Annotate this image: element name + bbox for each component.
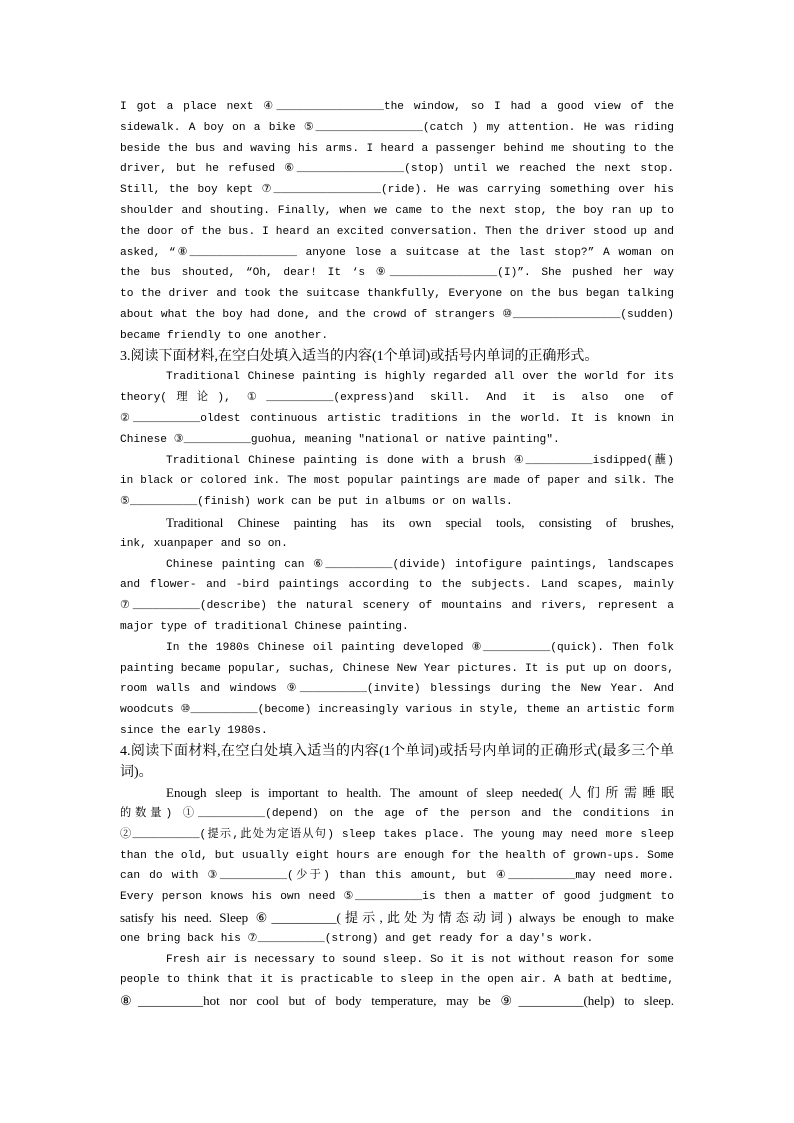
text-line: asked, “⑧________________ anyone lose a suitcase at the last stop?” A woman on <box>120 246 674 259</box>
paragraph <box>120 638 674 742</box>
text-line: theory(理论), ①__________(express)and skill. And it is also one of <box>120 392 674 405</box>
paragraph <box>120 950 674 1012</box>
story-paragraph <box>120 97 674 347</box>
text-line: the door of the bus. I heard an excited conversation. Then the driver stood up and <box>120 225 674 238</box>
text-line: painting became popular, suchas, Chinese New Year pictures. It is put up on doors, <box>120 662 674 675</box>
text-line: the bus shouted, “Oh, dear! It ‘s ⑨________________(I)”. She pushed her way <box>120 267 674 280</box>
section-heading: 3.阅读下面材料,在空白处填入适当的内容(1个单词)或括号内单词的正确形式。 <box>120 348 599 364</box>
text-line: one bring back his ⑦__________(strong) and get ready for a day's work. <box>120 932 594 945</box>
text-line: and flower- and -bird paintings according to the subjects. Land scapes, mainly <box>120 579 674 592</box>
worksheet-page <box>120 97 674 1012</box>
paragraph <box>120 783 674 949</box>
text-line: 的数量) ①__________(depend) on the age of the person and the conditions in <box>120 808 674 821</box>
text-line: ⑧__________hot nor cool but of body temperature, may be ⑨__________(help) to sleep. <box>120 993 674 1009</box>
paragraph <box>120 451 674 513</box>
text-line: became friendly to one another. <box>120 329 329 342</box>
paragraph <box>120 367 674 450</box>
text-line: can do with ③__________(少于) than this amount, but ④__________may need more. <box>120 870 674 883</box>
text-line: ②__________oldest continuous artistic traditions in the world. It is known in <box>120 412 674 425</box>
text-line: Traditional Chinese painting is done with a brush ④__________isdipped(蘸) <box>166 454 674 467</box>
text-line: I got a place next ④________________the window, so I had a good view of the <box>120 101 674 113</box>
section-heading-continued: 词)。 <box>120 764 153 780</box>
text-line: ⑤__________(finish) work can be put in albums or on walls. <box>120 496 513 509</box>
text-line: Fresh air is necessary to sound sleep. So it is not without reason for some <box>166 953 674 966</box>
text-line: Every person knows his own need ⑤__________is then a matter of good judgment to <box>120 891 674 904</box>
text-line: ②__________(提示,此处为定语从句) sleep takes place. The young may need more sleep <box>120 828 674 841</box>
text-line: about what the boy had done, and the crowd of strangers ⑩________________(sudden) <box>120 308 674 321</box>
text-line: to the driver and took the suitcase thankfully, Everyone on the bus began talking <box>120 288 674 301</box>
text-line: Still, the boy kept ⑦________________(ride). He was carrying something over his <box>120 184 674 197</box>
text-line: room walls and windows ⑨__________(invite) blessings during the New Year. And <box>120 683 674 696</box>
text-line: beside the bus and waving his arms. I heard a passenger behind me shouting to the <box>120 142 674 155</box>
text-line: Traditional Chinese painting has its own special tools, consisting of brushes, <box>166 514 674 530</box>
text-line: Enough sleep is important to health. The amount of sleep needed(人们所需睡眠 <box>166 785 674 801</box>
text-line: since the early 1980s. <box>120 724 268 737</box>
text-line: In the 1980s Chinese oil painting developed ⑧__________(quick). Then folk <box>166 641 674 654</box>
text-line: shoulder and shouting. Finally, when we came to the next stop, the boy ran up to <box>120 204 674 217</box>
text-line: satisfy his need. Sleep ⑥__________(提示,此处为情态动词) always be enough to make <box>120 910 674 926</box>
text-line: Traditional Chinese painting is highly regarded all over the world for its <box>166 371 674 384</box>
text-line: Chinese ③__________guohua, meaning ″national or native painting″. <box>120 433 560 446</box>
text-line: ink, xuanpaper and so on. <box>120 537 288 550</box>
text-line: woodcuts ⑩__________(become) increasingly various in style, theme an artistic form <box>120 704 674 717</box>
text-line: than the old, but usually eight hours are enough for the health of grown-ups. Some <box>120 849 674 862</box>
section-heading: 4.阅读下面材料,在空白处填入适当的内容(1个单词)或括号内单词的正确形式(最多三个单 <box>120 743 674 759</box>
text-line: driver, but he refused ⑥________________(stop) until we reached the next stop. <box>120 163 674 176</box>
text-line: sidewalk. A boy on a bike ⑤________________(catch ) my attention. He was riding <box>120 121 674 134</box>
text-line: in black or colored ink. The most popular paintings are made of paper and silk. The <box>120 475 674 488</box>
text-line: ⑦__________(describe) the natural scenery of mountains and rivers, represent a <box>120 600 674 613</box>
text-line: major type of traditional Chinese painting. <box>120 620 409 633</box>
text-line: people to think that it is practicable to sleep in the open air. A bath at bedtime, <box>120 974 674 987</box>
paragraph <box>120 513 674 555</box>
text-line: Chinese painting can ⑥__________(divide) intofigure paintings, landscapes <box>166 558 674 571</box>
paragraph <box>120 555 674 638</box>
